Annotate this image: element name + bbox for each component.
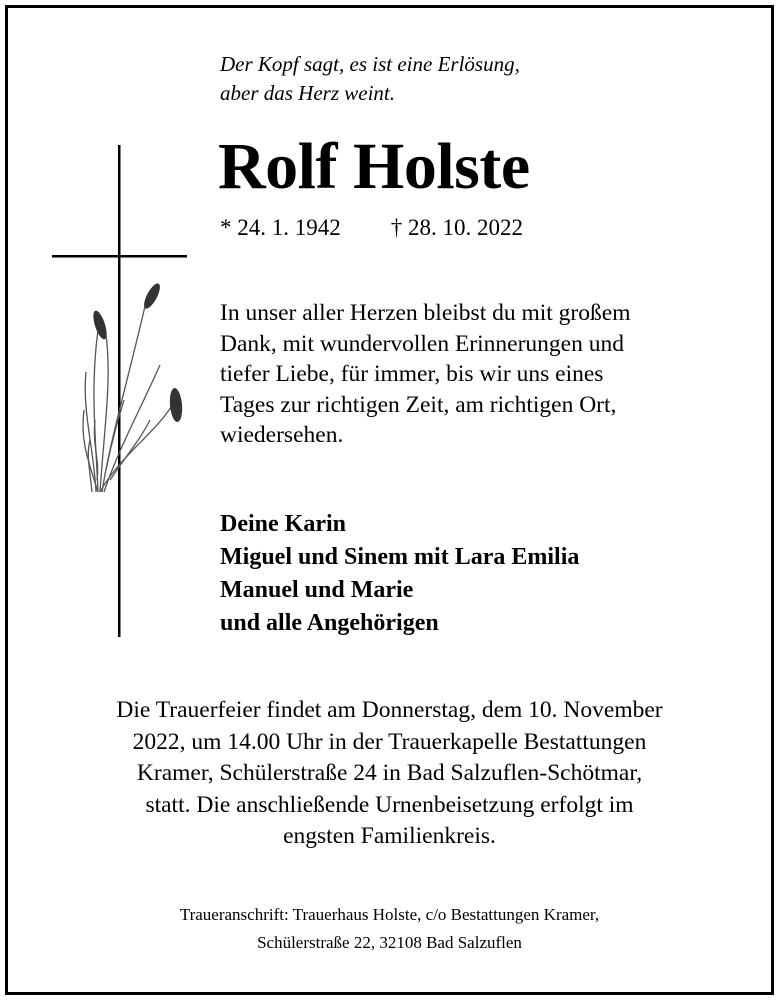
tribute-text (220, 298, 740, 451)
deceased-name: Rolf Holste (218, 130, 530, 203)
tribute-line: tiefer Liebe, für immer, bis wir uns eines (220, 361, 604, 387)
motto-quote (220, 50, 520, 108)
motto-line-1: Der Kopf sagt, es ist eine Erlösung, (220, 52, 520, 76)
family-line: Manuel und Marie (220, 577, 414, 603)
mourning-address (20, 901, 759, 957)
wheat-ear-icon (91, 281, 184, 422)
birth-date: * 24. 1. 1942 (220, 215, 341, 240)
address-line-1: Traueranschrift: Trauerhaus Holste, c/o Bestattungen Kramer, (179, 905, 600, 924)
service-line: Die Trauerfeier findet am Donnerstag, dem 10. November (116, 697, 663, 723)
tribute-line: Dank, mit wundervollen Erinnerungen und (220, 330, 624, 357)
life-dates (220, 213, 523, 243)
service-line: engsten Familienkreis. (283, 823, 496, 849)
family-signatures (220, 508, 579, 640)
tribute-line: Tages zur richtigen Zeit, am richtigen Ort, (220, 391, 617, 418)
service-line: Kramer, Schülerstraße 24 in Bad Salzuflen-Schötmar, (136, 760, 643, 786)
tribute-line: wiedersehen. (220, 422, 344, 448)
funeral-service-info (20, 695, 759, 853)
motto-line-2: aber das Herz weint. (220, 81, 395, 105)
family-line: Deine Karin (220, 511, 346, 537)
death-date: † 28. 10. 2022 (390, 215, 523, 240)
service-line: 2022, um 14.00 Uhr in der Trauerkapelle Bestattungen (132, 728, 647, 755)
service-line: statt. Die anschließende Urnenbeisetzung erfolgt im (145, 791, 634, 818)
cross-with-wheat-icon (0, 0, 200, 650)
family-line: Miguel und Sinem mit Lara Emilia (220, 544, 580, 570)
address-line-2: Schülerstraße 22, 32108 Bad Salzuflen (257, 933, 522, 952)
family-line: und alle Angehörigen (220, 610, 439, 636)
tribute-line: In unser aller Herzen bleibst du mit großem (220, 300, 631, 326)
cross-icon (52, 145, 187, 637)
